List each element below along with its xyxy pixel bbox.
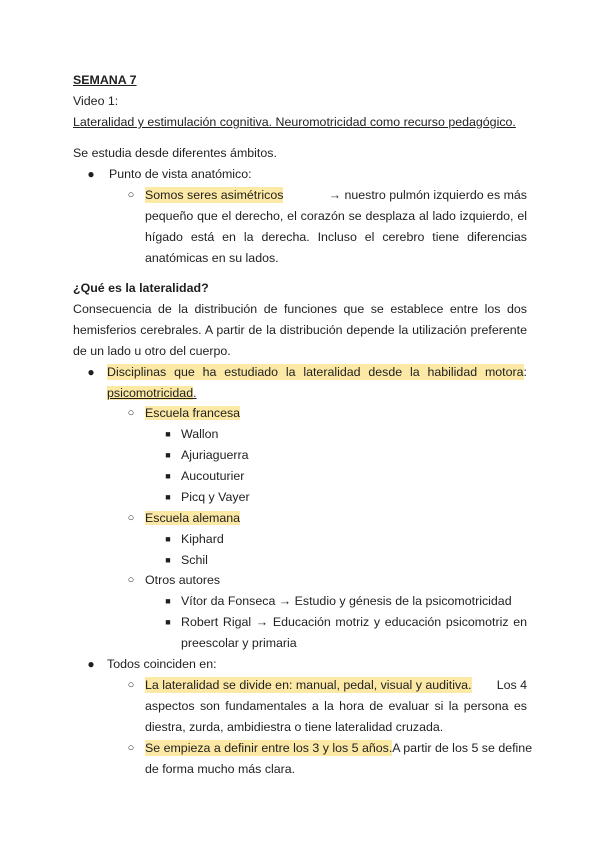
anatomic-line-2: pequeño que el derecho, el corazón se desplaza al lado izquierdo, el xyxy=(145,209,527,223)
list-item: Ajuriaguerra xyxy=(181,448,249,462)
french-school xyxy=(145,405,240,421)
video-title: Lateralidad y estimulación cognitiva. Neuromotricidad como recurso pedagógico. xyxy=(73,115,516,129)
bullet-circle: ○ xyxy=(127,512,135,524)
agree-2-line-1 xyxy=(145,740,533,756)
agree-1-line-1 xyxy=(145,677,527,693)
bullet-square: ■ xyxy=(165,450,171,460)
list-item: Kiphard xyxy=(181,532,224,546)
anatomic-line-4: anatómicas en su lados. xyxy=(145,251,279,265)
bullet-disc: ● xyxy=(87,167,95,181)
other-author-2-line-2: preescolar y primaria xyxy=(181,636,297,650)
german-school xyxy=(145,510,240,526)
age-definition-rest: A partir de los 5 se define xyxy=(392,741,533,755)
agree-2-line-2: de forma mucho más clara. xyxy=(145,762,296,776)
bullet-circle: ○ xyxy=(127,574,135,586)
laterality-heading: ¿Qué es la lateralidad? xyxy=(73,281,209,295)
video-label: Video 1: xyxy=(73,94,119,108)
age-definition-highlight: Se empieza a definir entre los 3 y los 5 años. xyxy=(145,741,393,755)
anatomic-line-1 xyxy=(145,187,527,203)
all-agree: Todos coinciden en: xyxy=(107,657,217,671)
definition-line-2: hemisferios cerebrales. A partir de la distribución depende la utilización preferente xyxy=(73,323,527,337)
german-school-label: Escuela alemana xyxy=(145,511,241,525)
psychomotricity-highlight: psicomotricidad xyxy=(107,386,194,400)
bullet-circle: ○ xyxy=(127,742,135,754)
bullet-circle: ○ xyxy=(127,189,135,201)
definition-line-3: de un lado u otro del cuerpo. xyxy=(73,344,231,358)
list-item: Wallon xyxy=(181,427,219,441)
bullet-square: ■ xyxy=(165,617,171,627)
agree-1-line-3: diestra, zurda, ambidiestra o tiene lateralidad cruzada. xyxy=(145,720,444,734)
laterality-types-rest: Los 4 xyxy=(496,678,527,692)
bullet-circle: ○ xyxy=(127,407,135,419)
bullet-square: ■ xyxy=(165,429,171,439)
disciplines-highlight xyxy=(107,364,524,380)
disciplines-line-1 xyxy=(107,364,527,380)
laterality-types-highlight: La lateralidad se divide en: manual, pedal, visual y auditiva. xyxy=(145,678,472,692)
bullet-circle: ○ xyxy=(127,679,135,691)
list-item: Aucouturier xyxy=(181,469,245,483)
agree-1-line-2: aspectos son fundamentales a la hora de evaluar si la persona es xyxy=(145,699,527,713)
psychomotricity-dot: . xyxy=(193,386,197,400)
other-author-1: Vítor da Fonseca → Estudio y génesis de la psicomotricidad xyxy=(181,594,512,608)
asymmetry-rest: → nuestro pulmón izquierdo es más xyxy=(328,188,527,202)
week-title: SEMANA 7 xyxy=(73,73,137,87)
other-author-2-line-1: Robert Rigal → Educación motriz y educación psicomotriz en xyxy=(181,615,527,629)
list-item: Picq y Vayer xyxy=(181,490,250,504)
intro-text: Se estudia desde diferentes ámbitos. xyxy=(73,146,277,160)
other-authors: Otros autores xyxy=(145,573,221,587)
bullet-disc: ● xyxy=(87,365,95,379)
asymmetry-highlight: Somos seres asimétricos xyxy=(145,188,284,202)
disciplines-text: Disciplinas que ha estudiado la lateralidad desde la habilidad motora xyxy=(107,365,524,379)
anatomic-line-3: hígado está en la derecha. Incluso el cerebro tiene diferencias xyxy=(145,230,527,244)
bullet-disc: ● xyxy=(87,657,95,671)
bullet-square: ■ xyxy=(165,555,171,565)
bullet-square: ■ xyxy=(165,596,171,606)
bullet-square: ■ xyxy=(165,492,171,502)
disciplines-colon: : xyxy=(523,365,527,379)
french-school-label: Escuela francesa xyxy=(145,406,241,420)
list-item: Schil xyxy=(181,553,208,567)
definition-line-1: Consecuencia de la distribución de funciones que se establece entre los dos xyxy=(73,302,527,316)
bullet-square: ■ xyxy=(165,534,171,544)
disciplines-line-2 xyxy=(107,385,197,401)
anatomic-point: Punto de vista anatómico: xyxy=(109,167,252,181)
bullet-square: ■ xyxy=(165,471,171,481)
